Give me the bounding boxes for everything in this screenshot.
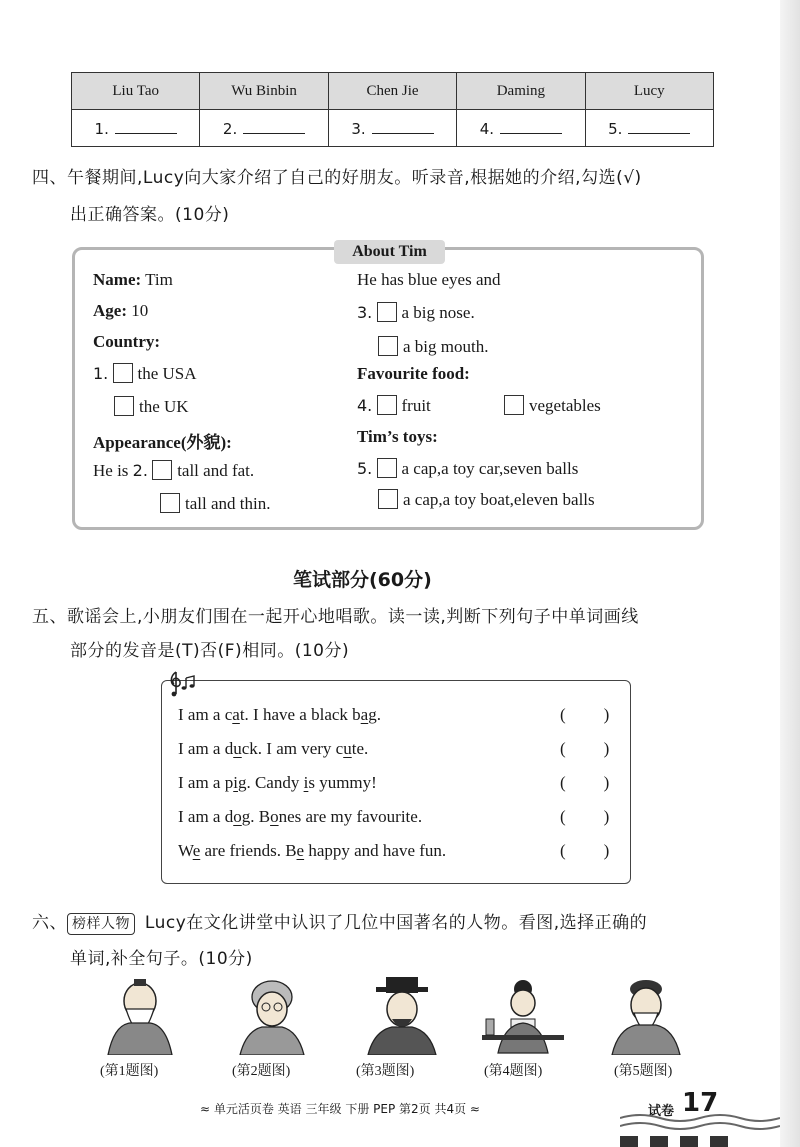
answer-parentheses[interactable]: (): [560, 841, 648, 860]
figure-3-illustration: [362, 975, 442, 1055]
section4-instruction-line1: 四、午餐期间,Lucy向大家介绍了自己的好朋友。听录音,根据她的介绍,勾选(√): [32, 168, 642, 188]
header-cell: Liu Tao: [72, 73, 200, 110]
nose-option-1: [357, 302, 475, 323]
header-cell: Wu Binbin: [200, 73, 328, 110]
figure-caption: (第4题图): [484, 1064, 543, 1079]
figure-5-illustration: [606, 975, 686, 1055]
underlined-letter: e: [296, 841, 305, 860]
section6-instruction-line1: [32, 908, 647, 935]
answer-cell[interactable]: [585, 110, 713, 147]
answer-number: 1.: [94, 119, 109, 138]
question-number: 3.: [357, 303, 373, 322]
country-label: Country:: [93, 332, 161, 351]
answer-cell[interactable]: [200, 110, 328, 147]
option-label: a cap,a toy car,seven balls: [401, 459, 579, 478]
sentence-text: t. I have a black b: [239, 705, 361, 724]
name-label: Name:: [93, 270, 142, 289]
figure-caption: (第2题图): [232, 1064, 291, 1079]
page-number: 17: [682, 1088, 719, 1118]
instruction-text: Lucy在文化讲堂中认识了几位中国著名的人物。看图,选择正确的: [139, 913, 648, 933]
answer-number: 5.: [608, 119, 623, 138]
option-label: a big nose.: [401, 303, 475, 322]
age-label: Age:: [93, 301, 127, 320]
sentence-text: I am a p: [178, 773, 234, 792]
checkbox[interactable]: [377, 395, 397, 415]
question-number: 2.: [132, 461, 148, 480]
underlined-letter: o: [270, 807, 279, 826]
sentence-text: happy and have fun.: [304, 841, 447, 860]
name-value: Tim: [141, 270, 173, 289]
sentence-text: W: [178, 841, 193, 860]
names-table: [71, 72, 714, 147]
toys-option-1: [357, 458, 578, 479]
answer-parentheses[interactable]: (): [560, 807, 648, 826]
checkbox[interactable]: [377, 458, 397, 478]
appearance-option-1: [93, 460, 254, 481]
sentence-text: I am a d: [178, 807, 234, 826]
toys-label: Tim’s toys:: [357, 427, 438, 446]
answer-parentheses[interactable]: (): [560, 739, 648, 758]
music-note-icon: [166, 668, 200, 698]
option-label: tall and fat.: [177, 461, 255, 480]
underlined-letter: a: [232, 705, 240, 724]
eyes-text: He has blue eyes and: [357, 270, 501, 289]
appearance-option-2: [160, 493, 270, 514]
he-is-text: He is: [93, 461, 129, 480]
question-number: 5.: [357, 459, 373, 478]
option-label: the USA: [137, 364, 197, 383]
toys-option-2: [378, 489, 595, 510]
age-value: 10: [126, 301, 149, 320]
section6-instruction-line2: 单词,补全句子。(10分): [70, 949, 253, 969]
checkbox[interactable]: [378, 336, 398, 356]
country-option-2: [114, 396, 189, 417]
checkbox[interactable]: [160, 493, 180, 513]
sentence-text: are friends. B: [200, 841, 297, 860]
answer-number: 2.: [222, 119, 238, 138]
page-label-text: 试卷: [648, 1104, 675, 1119]
option-label: fruit: [401, 396, 431, 415]
section5-instruction-line1: 五、歌谣会上,小朋友们围在一起开心地唱歌。读一读,判断下列句子中单词画线: [32, 607, 639, 627]
sentence-text: te.: [351, 739, 369, 758]
name-row: [93, 270, 173, 290]
answer-blank[interactable]: [372, 119, 434, 134]
answer-blank[interactable]: [500, 119, 562, 134]
underlined-letter: o: [233, 807, 242, 826]
section-number: 六、: [32, 913, 67, 933]
footer-text: ≈ 单元活页卷 英语 三年级 下册 PEP 第2页 共4页 ≈: [200, 1102, 480, 1116]
option-label: the UK: [139, 397, 189, 416]
table-answer-row: [72, 110, 714, 147]
answer-number: 4.: [479, 119, 495, 138]
option-label: a cap,a toy boat,eleven balls: [403, 490, 595, 509]
figure-4-illustration: [478, 975, 568, 1055]
sentence-text: g. Candy: [237, 773, 304, 792]
sentence-text: I am a d: [178, 739, 234, 758]
chant-sentence-2: [178, 739, 368, 759]
header-cell: Daming: [457, 73, 585, 110]
food-option-2: [504, 395, 601, 416]
sentence-text: s yummy!: [308, 773, 377, 792]
table-header-row: [72, 73, 714, 110]
option-label: tall and thin.: [185, 494, 271, 513]
role-model-badge: 榜样人物: [67, 913, 135, 935]
underlined-letter: i: [303, 773, 309, 792]
written-part-heading: 笔试部分(60分): [293, 569, 432, 591]
sentence-text: I am a c: [178, 705, 233, 724]
answer-blank[interactable]: [115, 119, 177, 134]
answer-cell[interactable]: [328, 110, 456, 147]
section5-instruction-line2: 部分的发音是(T)否(F)相同。(10分): [70, 641, 350, 661]
figure-1-illustration: [100, 975, 180, 1055]
about-tim-title: About Tim: [334, 240, 445, 264]
question-number: 4.: [357, 396, 373, 415]
sentence-text: ck. I am very c: [241, 739, 344, 758]
country-option-1: [93, 363, 197, 384]
chant-sentence-5: [178, 841, 446, 861]
chant-sentence-3: [178, 773, 377, 793]
age-row: [93, 301, 148, 321]
figure-caption: (第3题图): [356, 1064, 415, 1079]
food-label: Favourite food:: [357, 364, 470, 383]
figure-caption: (第1题图): [100, 1064, 159, 1079]
checkbox[interactable]: [504, 395, 524, 415]
answer-cell[interactable]: [457, 110, 585, 147]
sentence-text: nes are my favourite.: [278, 807, 423, 826]
figure-2-illustration: [232, 975, 312, 1055]
answer-blank[interactable]: [243, 119, 305, 134]
underlined-letter: u: [233, 739, 242, 758]
option-label: vegetables: [529, 396, 601, 415]
appearance-label: Appearance(外貌):: [93, 433, 232, 452]
underlined-letter: e: [192, 841, 201, 860]
section4-instruction-line2: 出正确答案。(10分): [70, 205, 230, 225]
checkbox[interactable]: [152, 460, 172, 480]
checkbox[interactable]: [113, 363, 133, 383]
header-cell: Chen Jie: [328, 73, 456, 110]
header-cell: Lucy: [585, 73, 713, 110]
checkbox[interactable]: [114, 396, 134, 416]
food-option-1: [357, 395, 431, 416]
nose-option-2: [378, 336, 488, 357]
answer-parentheses[interactable]: (): [560, 705, 648, 724]
sentence-text: g. B: [241, 807, 271, 826]
question-number: 1.: [93, 364, 109, 383]
underlined-letter: i: [233, 773, 238, 792]
option-label: a big mouth.: [403, 337, 489, 356]
checkbox[interactable]: [377, 302, 397, 322]
figure-caption: (第5题图): [614, 1064, 673, 1079]
footer-wave-decoration: [620, 1110, 780, 1147]
underlined-letter: a: [360, 705, 369, 724]
answer-number: 3.: [351, 119, 366, 138]
answer-blank[interactable]: [628, 119, 690, 134]
chant-sentence-4: [178, 807, 422, 827]
chant-sentence-1: [178, 705, 381, 725]
sentence-text: g.: [368, 705, 381, 724]
answer-cell[interactable]: [72, 110, 200, 147]
underlined-letter: u: [343, 739, 352, 758]
checkbox[interactable]: [378, 489, 398, 509]
page-edge: [780, 0, 800, 1147]
answer-parentheses[interactable]: (): [560, 773, 648, 792]
